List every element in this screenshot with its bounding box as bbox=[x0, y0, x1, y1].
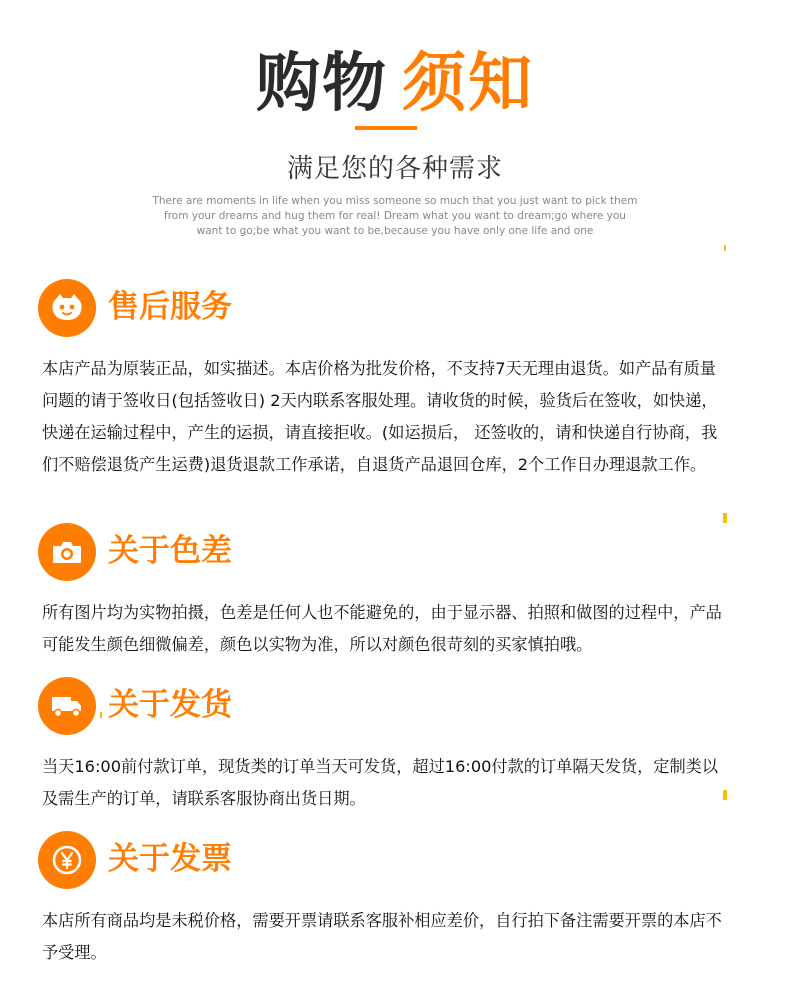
section-title: 关于发货 bbox=[108, 687, 232, 723]
header bbox=[0, 0, 790, 240]
section-body: 本店所有商品均是未税价格，需要开票请联系客服补相应差价，自行拍下备注需要开票的本店不予受理。 bbox=[42, 911, 722, 962]
section-body: 所有图片均为实物拍摄，色差是任何人也不能避免的，由于显示器、拍照和做图的过程中，产品可能发生颜色细微偏差，颜色以实物为准，所以对颜色很苛刻的买家慎拍哦。 bbox=[42, 603, 722, 654]
title-orange-part: 须知 bbox=[402, 47, 534, 121]
english-text: There are moments in life when you miss someone so much that you just want to pick them from your dreams and hug them for real! Dream what you want to dream;go where you want to go;be what you want to be,because you have only one life and one bbox=[152, 195, 638, 237]
yen-coin-icon bbox=[38, 831, 96, 889]
title-dark-part: 购物 bbox=[256, 47, 388, 121]
section-body: 本店产品为原装正品，如实描述。本店价格为批发价格，不支持7天无理由退货。如产品有质量问题的请于签收日(包括签收日) 2天内联系客服处理。请收货的时候，验货后在签收，如快递，快递在运输过程中，产生的运损，请直接拒收。(如运损后， 还签收的，请和快递自行协商，我们不赔偿退货产生运费)退货退款工作承诺，自退货产品退回仓库，2个工作日办理退款工作。 bbox=[42, 359, 718, 474]
smiley-face-icon bbox=[38, 279, 96, 337]
decorative-marker bbox=[723, 790, 727, 800]
section-title: 关于发票 bbox=[108, 841, 232, 877]
title-underline bbox=[355, 126, 417, 130]
subtitle: 满足您的各种需求 bbox=[286, 154, 503, 184]
page-title bbox=[0, 44, 790, 124]
section-body: 当天16:00前付款订单，现货类的订单当天可发货，超过16:00付款的订单隔天发货，定制类以及需生产的订单，请联系客服协商出货日期。 bbox=[42, 757, 719, 808]
decorative-marker bbox=[100, 712, 102, 718]
section-title: 售后服务 bbox=[108, 289, 232, 325]
delivery-truck-icon bbox=[38, 677, 96, 735]
camera-icon bbox=[38, 523, 96, 581]
section-title: 关于色差 bbox=[108, 533, 232, 569]
decorative-marker bbox=[723, 513, 727, 523]
decorative-marker bbox=[724, 245, 726, 251]
